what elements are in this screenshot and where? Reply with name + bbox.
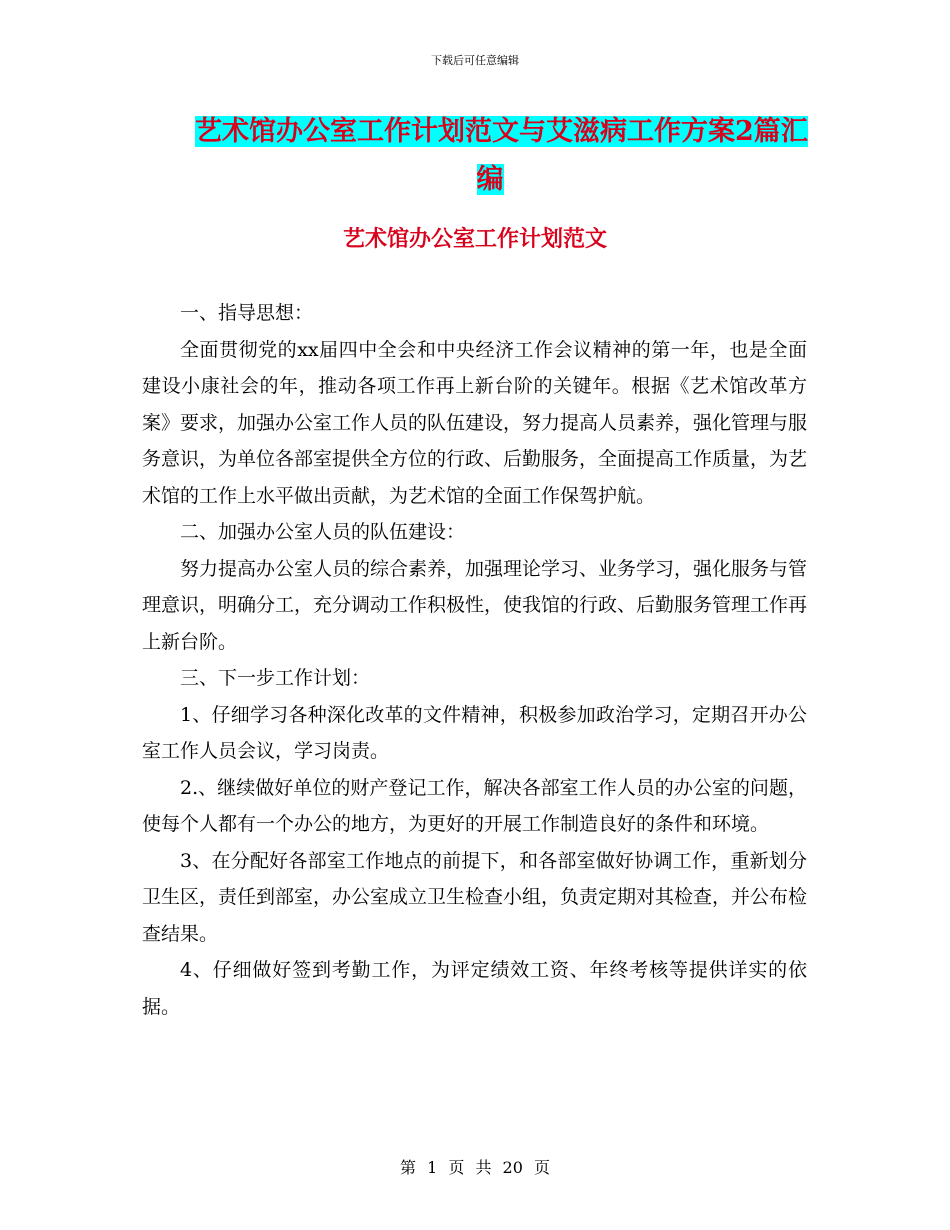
plan-item: 1、仔细学习各种深化改革的文件精神，积极参加政治学习，定期召开办公室工作人员会议，学习岗责。 [142,703,807,762]
section-title: 艺术馆办公室工作计划范文 [342,226,607,252]
paragraph: 全面贯彻党的xx届四中全会和中央经济工作会议精神的第一年，也是全面建设小康社会的年，推动各项工作再上新台阶的关键年。根据《艺术馆改革方案》要求，加强办公室工作人员的队伍建设，努力提高人员素养，强化管理与服务意识，为单位各部室提供全方位的行政、后勤服务，全面提高工作质量，为艺术馆的工作上水平做出贡献，为艺术馆的全面工作保驾护航。 [142,338,808,507]
heading-team-building: 二、加强办公室人员的队伍建设： [180,521,466,543]
header-note: 下载后可任意编辑 [431,54,519,67]
title-line-1: 艺术馆办公室工作计划范文与艾滋病工作方案2篇汇 [195,116,808,147]
heading-guiding-ideology: 一、指导思想： [180,302,314,324]
page-footer: 第 1 页 共 20 页 [400,1158,550,1177]
heading-next-plan: 三、下一步工作计划： [180,667,371,689]
plan-item: 4、仔细做好签到考勤工作，为评定绩效工资、年终考核等提供详实的依据。 [142,959,807,1018]
plan-item: 2.、继续做好单位的财产登记工作，解决各部室工作人员的办公室的问题，使每个人都有一个办公的地方，为更好的开展工作制造良好的条件和环境。 [142,776,807,835]
document-title [195,108,815,204]
title-line-2: 编 [476,164,504,195]
document-body [142,295,807,1025]
plan-item: 3、在分配好各部室工作地点的前提下，和各部室做好协调工作，重新划分卫生区，责任到部室，办公室成立卫生检查小组，负责定期对其检查，并公布检查结果。 [142,849,808,945]
paragraph: 努力提高办公室人员的综合素养，加强理论学习、业务学习，强化服务与管理意识，明确分工，充分调动工作积极性，使我馆的行政、后勤服务管理工作再上新台阶。 [142,557,808,653]
